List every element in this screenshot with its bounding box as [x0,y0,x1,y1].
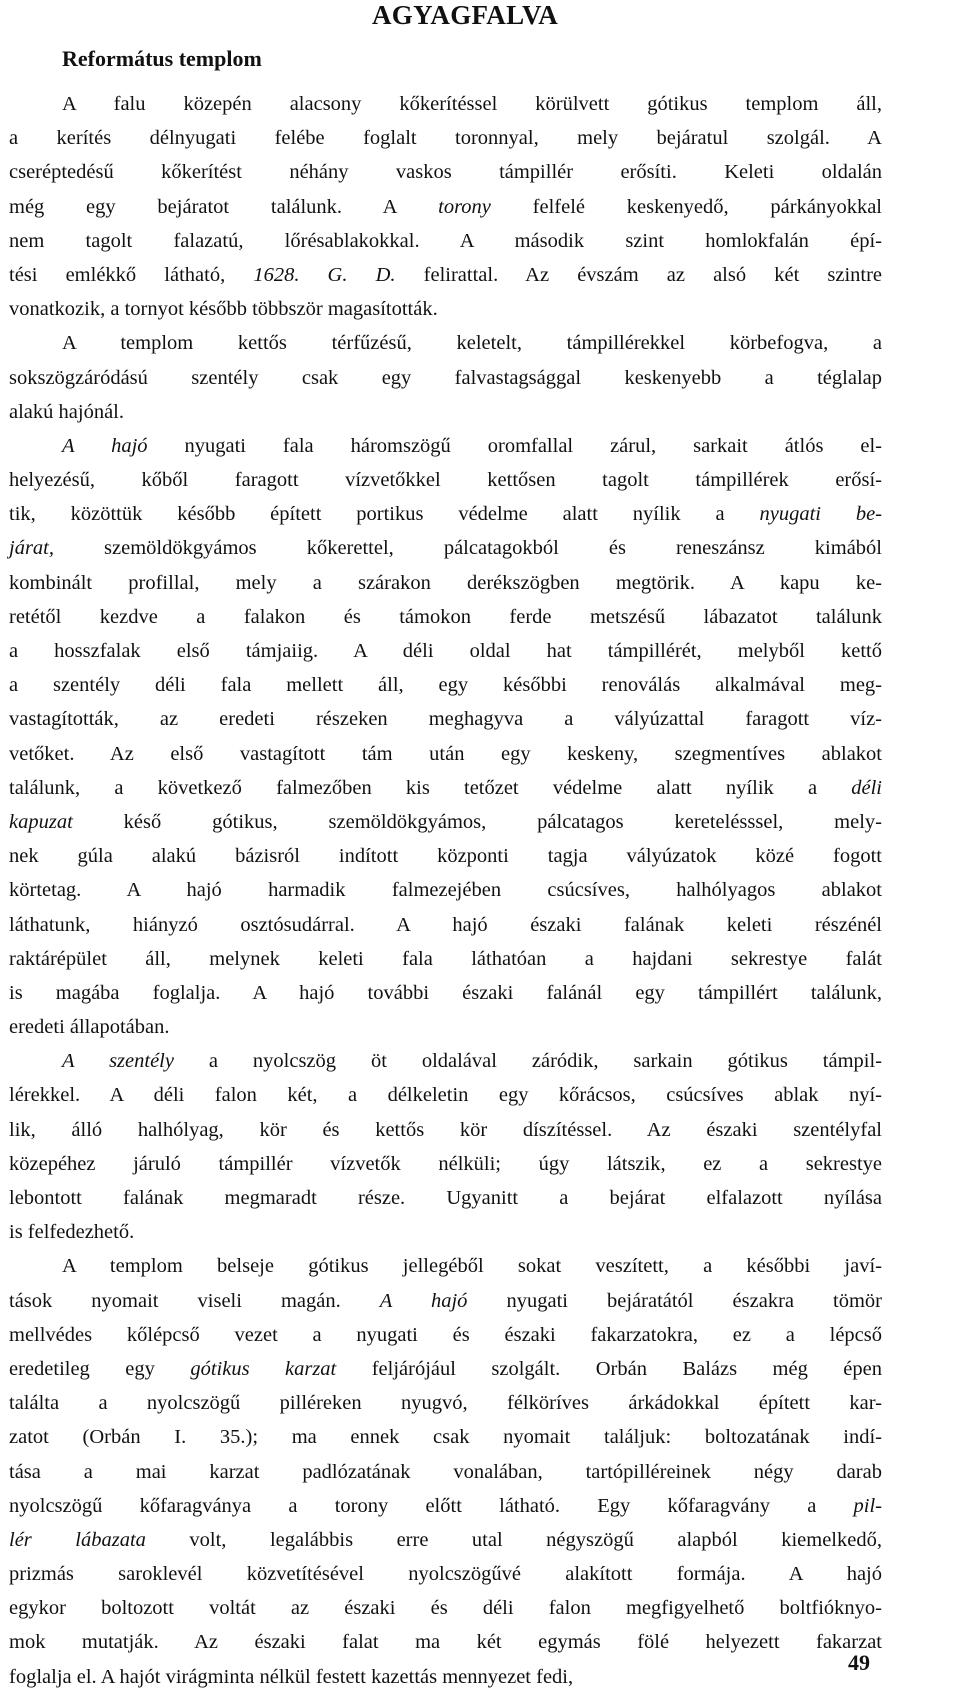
text-run: cseréptedésű kőkerítést néhány vaskos támpillér erősíti. Keleti oldalán [9,161,882,184]
text-run: retétől kezdve a falakon és támokon ferde metszésű lábazatot találunk [9,605,882,628]
text-run: lérekkel. A déli falon két, a délkeletin egy kőrácsos, csúcsíves ablak nyí- [9,1084,882,1107]
text-run: tása a mai karzat padlózatának vonalában, tartópilléreinek négy darab [9,1460,882,1483]
body-text [9,87,882,1694]
text-run: A falu közepén alacsony kőkerítéssel körülvett gótikus templom áll, [62,93,882,115]
text-run: A templom belseje gótikus jellegéből sokat veszített, a későbbi javí- [62,1255,882,1278]
text-line [9,1078,882,1112]
text-line [9,1352,882,1386]
text-run: feljárójául szolgált. Orbán Balázs még épen [336,1357,882,1380]
text-line [9,1010,882,1044]
text-run: a nyolcszög öt oldalával záródik, sarkain gótikus támpil- [173,1050,882,1073]
text-line [9,1455,882,1489]
text-run: eredeti állapotában. [9,1016,170,1039]
text-line [9,87,882,121]
text-run: alakú hajónál. [9,400,124,423]
italic-term: lér lábazata [9,1528,146,1551]
text-line [9,121,882,155]
text-line [9,1318,882,1352]
text-line [9,531,882,565]
text-run: egykor boltozott voltát az északi és déli falon megfigyelhető boltfióknyo- [9,1597,882,1620]
text-line [9,942,882,976]
text-line [9,190,882,224]
italic-term: járat, [9,537,54,560]
text-run: nyugati fala háromszögű oromfallal zárul, sarkait átlós el- [147,434,882,457]
text-line [9,634,882,668]
italic-term: kapuzat [9,810,73,833]
text-line [9,1284,882,1318]
italic-term: pil- [853,1494,882,1517]
text-line [9,463,882,497]
text-line [9,1113,882,1147]
text-run: raktárépület áll, melynek keleti fala láthatóan a hajdani sekrestye falát [9,947,882,970]
text-line [9,361,882,395]
text-run: helyezésű, kőből faragott vízvetőkkel kettősen tagolt támpillérek erősí- [9,469,882,492]
text-run: lebontott falának megmaradt része. Ugyanitt a bejárat elfalazott nyílása [9,1187,882,1209]
italic-term: 1628. G. D. [253,263,396,286]
text-line [9,155,882,189]
text-run: közepéhez járuló támpillér vízvetők nélküli; úgy látszik, ez a sekrestye [9,1152,882,1175]
italic-term: gótikus karzat [190,1357,337,1380]
text-run: láthatunk, hiányzó osztósudárral. A hajó északi falának keleti részénél [9,913,882,936]
text-run: még egy bejáratot találunk. A [9,195,439,218]
text-run: sokszögzáródású szentély csak egy falvastagsággal keskenyebb a téglalap [9,366,882,389]
text-line [9,1386,882,1420]
text-line [9,1523,882,1557]
text-line [9,566,882,600]
text-line [9,292,882,326]
text-run: tési emlékkő látható, [9,263,254,286]
running-title: AGYAGFALVA [372,0,559,30]
text-run: volt, legalábbis erre utal négyszögű alapból kiemelkedő, [145,1528,882,1551]
text-line [9,702,882,736]
text-run: késő gótikus, szemöldökgyámos, pálcatagos keretelésssel, mely- [72,810,882,833]
text-run: nem tagolt falazatú, lőrésablakokkal. A második szint homlokfalán épí- [9,229,882,252]
text-run: találunk, a következő falmezőben kis tetőzet védelme alatt nyílik a [9,776,852,799]
text-run: lik, álló halhólyag, kör és kettős kör díszítéssel. Az északi szentélyfal [9,1118,882,1141]
text-line [9,1147,882,1181]
text-line [9,976,882,1010]
italic-term: A hajó [379,1289,468,1312]
text-line [9,839,882,873]
italic-term: nyugati be- [759,503,882,526]
text-run: vetőket. Az első vastagított tám után egy keskeny, szegmentíves ablakot [9,742,882,765]
text-run: zatot (Orbán I. 35.); ma ennek csak nyomait találjuk: boltozatának indí- [9,1426,882,1449]
text-line [9,1181,882,1215]
text-run: mok mutatják. Az északi falat ma két egymás fölé helyezett fakarzat [9,1631,882,1654]
text-line [9,497,882,531]
italic-term: déli [851,776,882,799]
text-run: tások nyomait viseli magán. [9,1289,380,1312]
text-line [9,1489,882,1523]
text-line [9,258,882,292]
page-header [0,0,960,80]
text-line [9,771,882,805]
text-run: nek gúla alakú bázisról indított központi tagja vályúzatok közé fogott [9,845,882,868]
section-title: Református templom [62,46,262,71]
italic-term: torony [438,195,491,218]
text-run: is magába foglalja. A hajó további északi falánál egy támpillért találunk, [9,981,882,1004]
text-run: eredetileg egy [9,1357,191,1380]
text-line [9,805,882,839]
text-line [9,326,882,360]
text-line [9,1215,882,1249]
text-line [9,1557,882,1591]
text-line [9,600,882,634]
text-run: a hosszfalak első támjaiig. A déli oldal hat támpillérét, melyből kettő [9,640,882,662]
text-line [9,873,882,907]
text-line [9,1660,882,1694]
text-run: mellvédes kőlépcső vezet a nyugati és északi fakarzatokra, ez a lépcső [9,1323,882,1346]
text-line [9,1625,882,1659]
text-run: foglalja el. A hajót virágminta nélkül festett kazettás mennyezet fedi, [9,1665,574,1688]
text-run: nyugati bejáratától északra tömör [467,1289,882,1312]
text-line [9,1420,882,1454]
text-run: tik, közöttük később épített portikus védelme alatt nyílik a [9,503,760,526]
text-run: A templom kettős térfűzésű, keletelt, támpillérekkel körbefogva, a [62,332,882,355]
text-line [9,1044,882,1078]
text-run: nyolcszögű kőfaragványa a torony előtt látható. Egy kőfaragvány a [9,1494,854,1517]
text-line [9,908,882,942]
text-run: is felfedezhető. [9,1221,135,1244]
text-line [9,429,882,463]
text-line [9,1249,882,1283]
text-line [9,737,882,771]
italic-term: A hajó [62,434,148,457]
text-run: szemöldökgyámos kőkerettel, pálcatagokból és reneszánsz kimából [54,537,882,560]
text-line [9,668,882,702]
text-run: a szentély déli fala mellett áll, egy későbbi renoválás alkalmával meg- [9,674,882,697]
text-run: vonatkozik, a tornyot később többször magasították. [9,298,438,321]
text-run: találta a nyolcszögű pilléreken nyugvó, félköríves árkádokkal épített kar- [9,1392,882,1415]
text-run: felfelé keskenyedő, párkányokkal [490,195,882,218]
page-number: 49 [848,1650,870,1675]
text-line [9,1591,882,1625]
text-run: kombinált profillal, mely a szárakon derékszögben megtörik. A kapu ke- [9,571,882,594]
text-run: a kerítés délnyugati felébe foglalt toronnyal, mely bejáratul szolgál. A [9,127,882,150]
text-line [9,395,882,429]
text-run: körtetag. A hajó harmadik falmezejében csúcsíves, halhólyagos ablakot [9,879,882,902]
text-line [9,224,882,258]
italic-term: A szentély [62,1050,174,1073]
text-run: felirattal. Az évszám az alsó két szintre [395,263,883,286]
text-run: vastagították, az eredeti részeken meghagyva a vályúzattal faragott víz- [9,708,882,731]
text-run: prizmás saroklevél közvetítésével nyolcszögűvé alakított formája. A hajó [9,1563,882,1586]
